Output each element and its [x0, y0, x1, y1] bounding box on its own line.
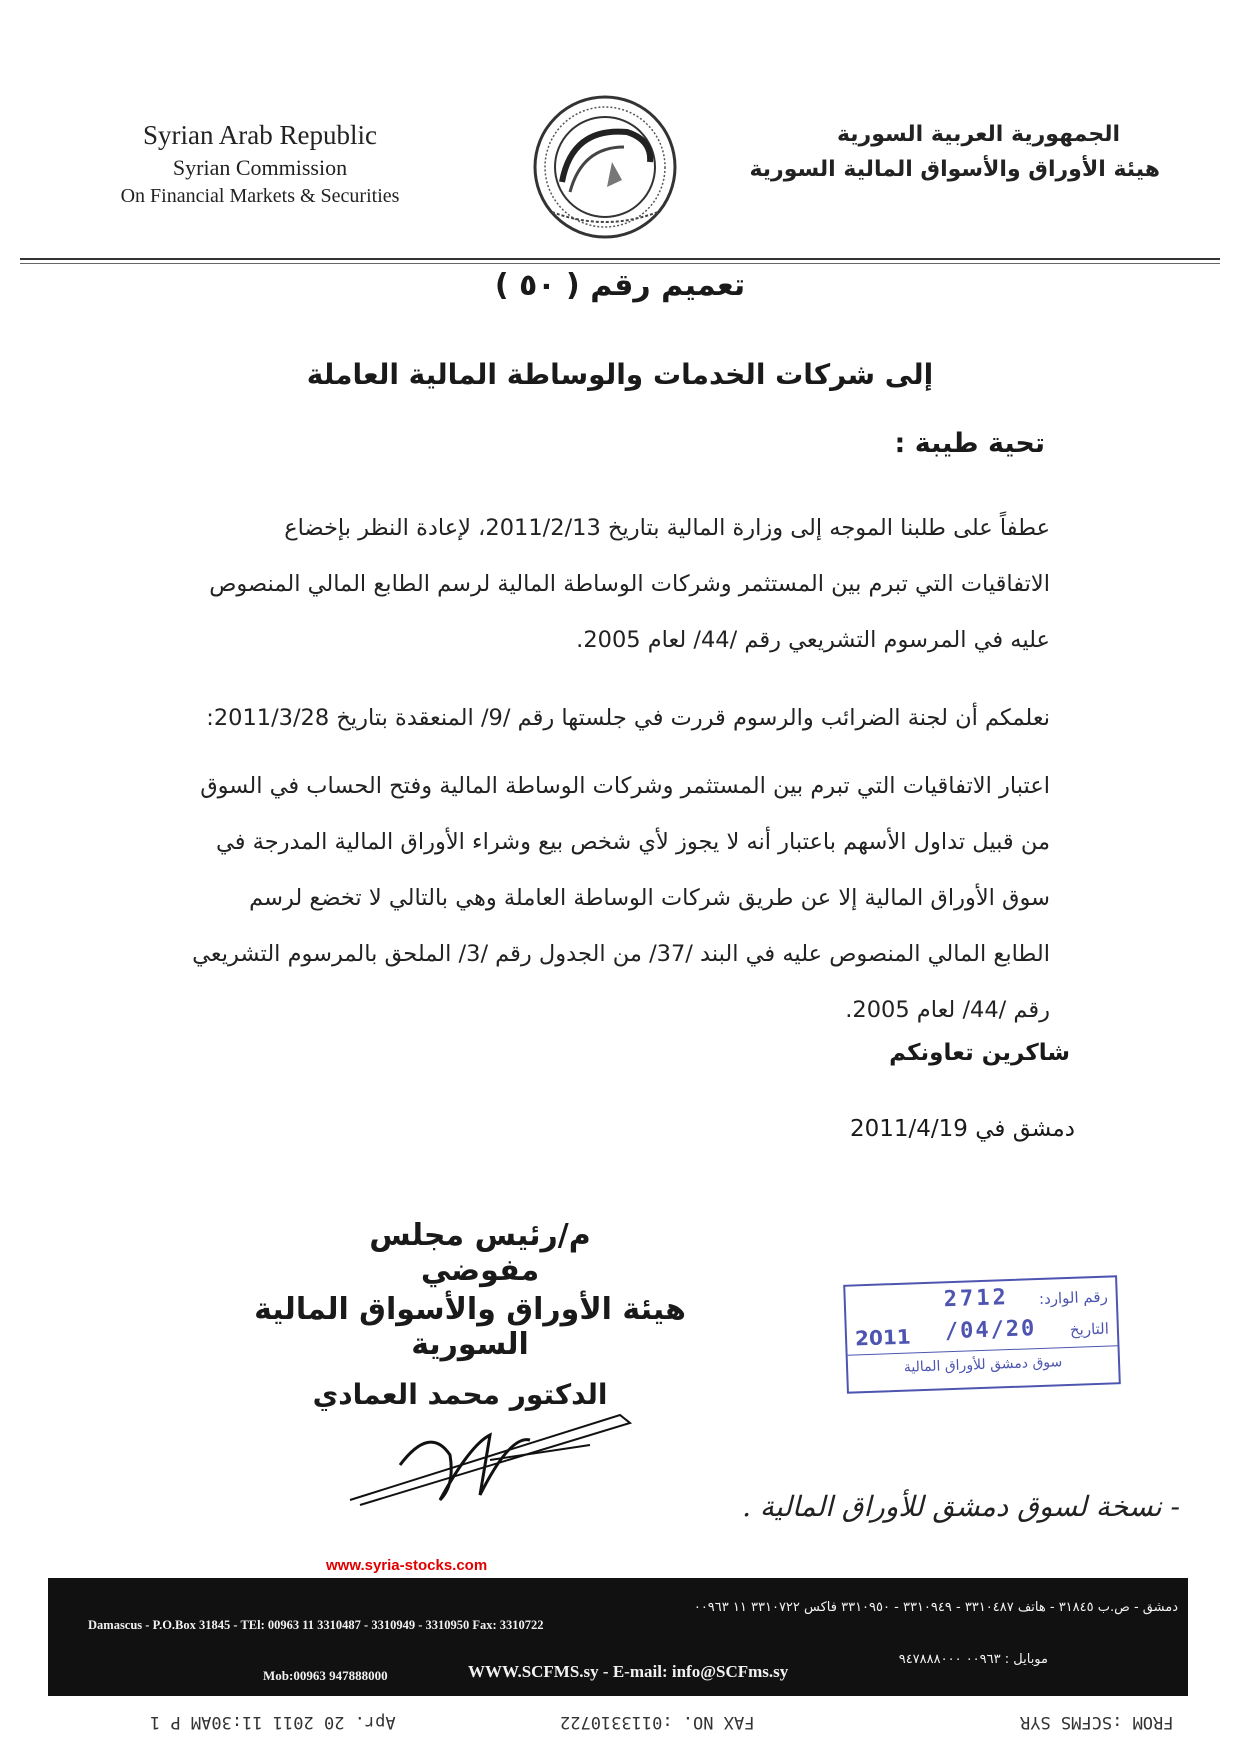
stamp-date-row: [855, 1318, 1110, 1355]
ar-commission: هيئة الأوراق والأسواق المالية السورية: [749, 157, 1160, 182]
en-commission: Syrian Commission: [172, 155, 348, 180]
footer-mobile-arabic: موبايل : ٠٠٩٦٣ ٩٤٧٨٨٨٠٠٠: [898, 1652, 1048, 1667]
paragraph-decision-text: اعتبار الاتفاقيات التي تبرم بين المستثمر وشركات الوساطة المالية وفتح الحساب في السوق من قبيل تداول الأسهم باعتبار أنه لا يجوز لأي شخص بيع وشراء الأوراق المالية المدرجة في سوق الأوراق المالية إلا عن طريق شركات الوساطة العاملة وهي بالتالي لا تخضع لرسم الطابع المالي المنصوص عليه في البند /37/ من الجدول رقم /3/ الملحق بالمرسوم التشريعي رقم /44/ لعام 2005.: [192, 773, 1050, 1023]
stamp-date-value: /04/20: [944, 1316, 1037, 1345]
fax-number: FAX NO. :0113310722: [560, 1712, 755, 1732]
header-divider: [20, 258, 1220, 260]
stamp-year: 2011: [854, 1324, 912, 1351]
stamp-org: سوق دمشق للأوراق المالية: [903, 1354, 1063, 1376]
signatory-title: م/رئيس مجلس مفوضي: [369, 1218, 591, 1288]
ar-country: الجمهورية العربية السورية: [836, 122, 1120, 147]
circular-title: تعميم رقم ( ٥٠ ): [494, 268, 746, 303]
recipient-line: إلى شركات الخدمات والوساطة المالية العاملة: [306, 358, 934, 391]
website-watermark: www.syria-stocks.com: [326, 1557, 488, 1574]
header-divider-thin: [20, 263, 1220, 264]
handwritten-signature: [340, 1405, 640, 1525]
paragraph-committee-decision: نعلمكم أن لجنة الضرائب والرسوم قررت في جلستها رقم /9/ المنعقدة بتاريخ 2011/3/28:: [206, 705, 1050, 731]
signatory-name: الدكتور محمد العمادي: [312, 1378, 608, 1411]
en-commission-subtitle: On Financial Markets & Securities: [120, 185, 400, 207]
stamp-ref-value: 2712: [943, 1285, 1010, 1313]
reception-stamp: [843, 1275, 1121, 1393]
stamp-ref-label: رقم الوارد:: [1038, 1287, 1109, 1308]
commission-seal-logo: [512, 92, 698, 242]
paragraph-reference: عطفاً على طلبنا الموجه إلى وزارة المالية بتاريخ 2011/2/13، لإعادة النظر بإخضاع الاتفاقيات التي تبرم بين المستثمر وشركات الوساطة المالية لرسم الطابع المالي المنصوص عليه في المرسوم التشريعي رقم /44/ لعام 2005.: [209, 515, 1050, 653]
arabic-letterhead: [740, 122, 1160, 182]
letter-date: دمشق في 2011/4/19: [850, 1116, 1075, 1142]
handwritten-copy-note: - نسخة لسوق دمشق للأوراق المالية .: [742, 1490, 1180, 1523]
footer-mobile: Mob:00963 947888000: [263, 1668, 388, 1683]
fax-from: FROM :SCFMS SYR: [1020, 1712, 1174, 1732]
greeting: تحية طيبة :: [894, 428, 1045, 459]
footer-address-arabic: دمشق - ص.ب ٣١٨٤٥ - هاتف ٣٣١٠٤٨٧ - ٣٣١٠٩٤٩ - ٣٣١٠٩٥٠ فاكس ٣٣١٠٧٢٢ ١١ ٠٠٩٦٣: [693, 1600, 1178, 1615]
footer-address-english: Damascus - P.O.Box 31845 - TEl: 00963 11 3310487 - 3310949 - 3310950 Fax: 3310722: [88, 1618, 544, 1632]
english-letterhead: [60, 120, 460, 208]
fax-timestamp: Apr. 20 2011 11:30AM P 1: [150, 1712, 396, 1732]
closing-thanks: شاكرين تعاونكم: [889, 1040, 1070, 1066]
stamp-org-row: [856, 1350, 1111, 1387]
stamp-date-label: التاريخ: [1069, 1319, 1110, 1339]
signatory-organization: هيئة الأوراق والأسواق المالية السورية: [254, 1292, 686, 1362]
fax-transmission-header: [0, 1712, 1240, 1742]
stamp-ref-row: [854, 1286, 1109, 1323]
footer-web-email: WWW.SCFMS.sy - E-mail: info@SCFms.sy: [468, 1662, 789, 1681]
letterhead-footer: [48, 1578, 1188, 1696]
en-country: Syrian Arab Republic: [143, 120, 377, 150]
